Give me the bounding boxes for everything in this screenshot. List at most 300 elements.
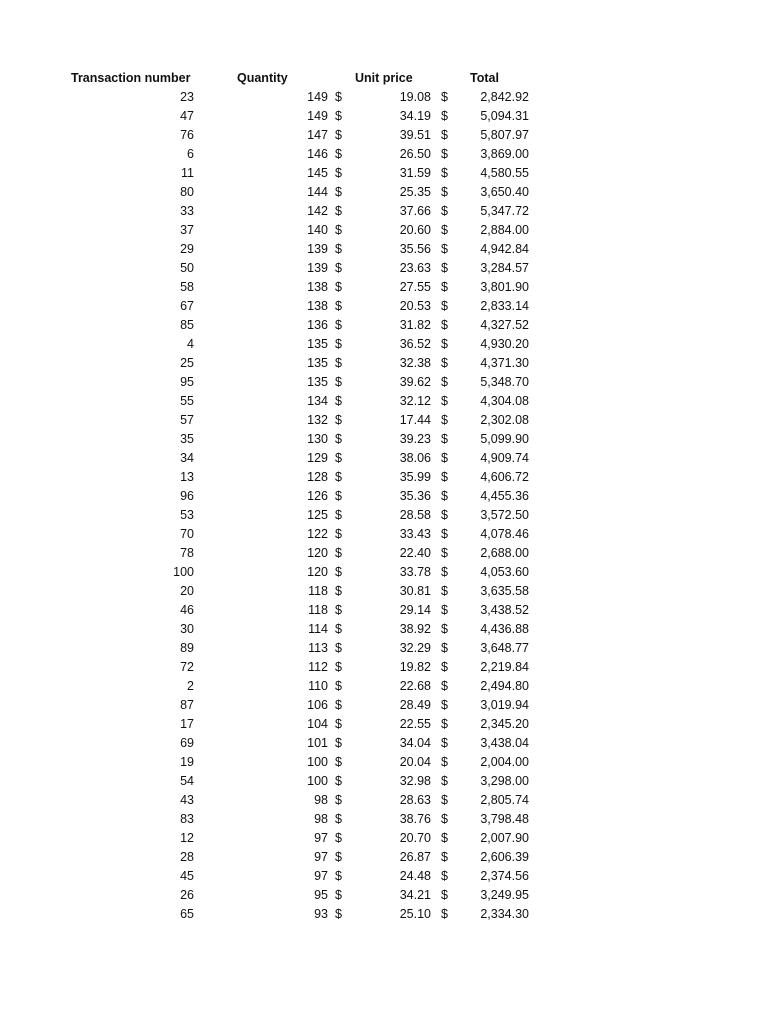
transaction-number-cell: 2 [187, 679, 194, 693]
unit-price-cell: 24.48 [399, 869, 431, 883]
quantity-cell: 146 [307, 147, 328, 161]
currency-symbol: $ [335, 242, 342, 256]
transaction-number-cell: 55 [180, 394, 194, 408]
quantity-cell: 95 [314, 888, 328, 902]
unit-price-cell: 26.87 [399, 850, 431, 864]
transaction-number-cell: 53 [180, 508, 194, 522]
transaction-number-cell: 30 [180, 622, 194, 636]
table-row [0, 107, 768, 126]
unit-price-cell: 26.50 [399, 147, 431, 161]
total-cell: 4,455.36 [480, 489, 529, 503]
unit-price-cell: 30.81 [399, 584, 431, 598]
transaction-number-cell: 78 [180, 546, 194, 560]
currency-symbol: $ [335, 698, 342, 712]
quantity-cell: 113 [308, 641, 328, 655]
currency-symbol: $ [441, 907, 448, 921]
total-cell: 5,347.72 [480, 204, 529, 218]
total-cell: 3,438.04 [480, 736, 529, 750]
transaction-number-cell: 20 [180, 584, 194, 598]
transaction-number-cell: 87 [180, 698, 194, 712]
transaction-number-cell: 70 [180, 527, 194, 541]
table-row [0, 563, 768, 582]
table-row [0, 449, 768, 468]
unit-price-cell: 19.08 [399, 90, 431, 104]
table-row [0, 411, 768, 430]
unit-price-cell: 31.59 [399, 166, 431, 180]
unit-price-cell: 27.55 [399, 280, 431, 294]
total-cell: 5,348.70 [480, 375, 529, 389]
transaction-number-cell: 43 [180, 793, 194, 807]
total-cell: 4,580.55 [480, 166, 529, 180]
header-total: Total [470, 71, 499, 85]
total-cell: 3,572.50 [480, 508, 529, 522]
currency-symbol: $ [441, 774, 448, 788]
table-row [0, 867, 768, 886]
table-row [0, 183, 768, 202]
quantity-cell: 138 [307, 299, 328, 313]
quantity-cell: 118 [308, 584, 328, 598]
quantity-cell: 147 [307, 128, 328, 142]
currency-symbol: $ [335, 755, 342, 769]
unit-price-cell: 35.36 [399, 489, 431, 503]
table-row [0, 677, 768, 696]
transaction-number-cell: 6 [187, 147, 194, 161]
table-row [0, 791, 768, 810]
currency-symbol: $ [335, 318, 342, 332]
quantity-cell: 97 [314, 831, 328, 845]
unit-price-cell: 19.82 [399, 660, 431, 674]
total-cell: 3,635.58 [480, 584, 529, 598]
table-row [0, 506, 768, 525]
unit-price-cell: 36.52 [399, 337, 431, 351]
quantity-cell: 120 [307, 565, 328, 579]
currency-symbol: $ [441, 888, 448, 902]
currency-symbol: $ [335, 261, 342, 275]
currency-symbol: $ [335, 584, 342, 598]
currency-symbol: $ [335, 280, 342, 294]
transaction-number-cell: 54 [180, 774, 194, 788]
transaction-number-cell: 45 [180, 869, 194, 883]
quantity-cell: 97 [314, 869, 328, 883]
currency-symbol: $ [335, 375, 342, 389]
total-cell: 3,650.40 [480, 185, 529, 199]
currency-symbol: $ [441, 508, 448, 522]
table-row [0, 601, 768, 620]
table-row [0, 259, 768, 278]
currency-symbol: $ [335, 451, 342, 465]
quantity-cell: 98 [314, 793, 328, 807]
unit-price-cell: 32.38 [399, 356, 431, 370]
total-cell: 5,807.97 [480, 128, 529, 142]
currency-symbol: $ [335, 166, 342, 180]
transaction-number-cell: 57 [180, 413, 194, 427]
quantity-cell: 93 [314, 907, 328, 921]
currency-symbol: $ [441, 318, 448, 332]
currency-symbol: $ [335, 603, 342, 617]
total-cell: 4,606.72 [480, 470, 529, 484]
table-row [0, 126, 768, 145]
total-cell: 2,884.00 [480, 223, 529, 237]
transaction-number-cell: 46 [180, 603, 194, 617]
currency-symbol: $ [441, 223, 448, 237]
currency-symbol: $ [335, 90, 342, 104]
currency-symbol: $ [335, 128, 342, 142]
header-unit-price: Unit price [355, 71, 413, 85]
currency-symbol: $ [441, 375, 448, 389]
currency-symbol: $ [335, 527, 342, 541]
unit-price-cell: 32.98 [399, 774, 431, 788]
quantity-cell: 128 [307, 470, 328, 484]
total-cell: 4,371.30 [480, 356, 529, 370]
unit-price-cell: 22.40 [399, 546, 431, 560]
currency-symbol: $ [335, 888, 342, 902]
currency-symbol: $ [335, 717, 342, 731]
table-row [0, 639, 768, 658]
transaction-number-cell: 29 [180, 242, 194, 256]
table-row [0, 88, 768, 107]
transaction-number-cell: 13 [180, 470, 194, 484]
currency-symbol: $ [335, 413, 342, 427]
quantity-cell: 104 [307, 717, 328, 731]
total-cell: 4,942.84 [480, 242, 529, 256]
total-cell: 4,436.88 [480, 622, 529, 636]
quantity-cell: 138 [307, 280, 328, 294]
currency-symbol: $ [441, 489, 448, 503]
currency-symbol: $ [441, 660, 448, 674]
currency-symbol: $ [441, 736, 448, 750]
total-cell: 2,833.14 [480, 299, 529, 313]
total-cell: 3,801.90 [480, 280, 529, 294]
transaction-number-cell: 17 [180, 717, 194, 731]
total-cell: 3,798.48 [480, 812, 529, 826]
unit-price-cell: 38.06 [399, 451, 431, 465]
unit-price-cell: 20.53 [399, 299, 431, 313]
quantity-cell: 139 [307, 242, 328, 256]
quantity-cell: 132 [307, 413, 328, 427]
currency-symbol: $ [335, 831, 342, 845]
currency-symbol: $ [335, 508, 342, 522]
quantity-cell: 122 [307, 527, 328, 541]
transaction-number-cell: 23 [180, 90, 194, 104]
total-cell: 2,007.90 [480, 831, 529, 845]
total-cell: 4,304.08 [480, 394, 529, 408]
transaction-number-cell: 95 [180, 375, 194, 389]
quantity-cell: 139 [307, 261, 328, 275]
currency-symbol: $ [441, 204, 448, 218]
table-row [0, 487, 768, 506]
unit-price-cell: 39.23 [399, 432, 431, 446]
table-row [0, 715, 768, 734]
total-cell: 4,078.46 [480, 527, 529, 541]
currency-symbol: $ [335, 641, 342, 655]
currency-symbol: $ [441, 280, 448, 294]
unit-price-cell: 38.76 [399, 812, 431, 826]
quantity-cell: 144 [307, 185, 328, 199]
transaction-number-cell: 12 [180, 831, 194, 845]
quantity-cell: 135 [307, 375, 328, 389]
currency-symbol: $ [441, 793, 448, 807]
unit-price-cell: 37.66 [399, 204, 431, 218]
currency-symbol: $ [335, 679, 342, 693]
transaction-number-cell: 35 [180, 432, 194, 446]
currency-symbol: $ [441, 622, 448, 636]
currency-symbol: $ [441, 242, 448, 256]
total-cell: 2,004.00 [480, 755, 529, 769]
currency-symbol: $ [441, 356, 448, 370]
currency-symbol: $ [441, 679, 448, 693]
unit-price-cell: 39.62 [399, 375, 431, 389]
currency-symbol: $ [335, 185, 342, 199]
quantity-cell: 112 [308, 660, 328, 674]
unit-price-cell: 35.56 [399, 242, 431, 256]
total-cell: 2,374.56 [480, 869, 529, 883]
currency-symbol: $ [335, 907, 342, 921]
quantity-cell: 134 [307, 394, 328, 408]
unit-price-cell: 31.82 [399, 318, 431, 332]
total-cell: 2,688.00 [480, 546, 529, 560]
quantity-cell: 97 [314, 850, 328, 864]
total-cell: 3,438.52 [480, 603, 529, 617]
transaction-number-cell: 83 [180, 812, 194, 826]
currency-symbol: $ [441, 527, 448, 541]
unit-price-cell: 34.19 [399, 109, 431, 123]
table-row [0, 753, 768, 772]
currency-symbol: $ [335, 565, 342, 579]
table-row [0, 297, 768, 316]
quantity-cell: 145 [307, 166, 328, 180]
transaction-number-cell: 96 [180, 489, 194, 503]
currency-symbol: $ [441, 717, 448, 731]
table-row [0, 848, 768, 867]
table-row [0, 620, 768, 639]
unit-price-cell: 39.51 [399, 128, 431, 142]
table-row [0, 316, 768, 335]
unit-price-cell: 23.63 [399, 261, 431, 275]
currency-symbol: $ [335, 299, 342, 313]
quantity-cell: 114 [308, 622, 328, 636]
currency-symbol: $ [335, 223, 342, 237]
table-row [0, 829, 768, 848]
table-row [0, 164, 768, 183]
total-cell: 4,930.20 [480, 337, 529, 351]
quantity-cell: 129 [307, 451, 328, 465]
unit-price-cell: 20.70 [399, 831, 431, 845]
currency-symbol: $ [335, 204, 342, 218]
transaction-number-cell: 69 [180, 736, 194, 750]
table-row [0, 430, 768, 449]
table-row [0, 734, 768, 753]
currency-symbol: $ [335, 356, 342, 370]
transaction-number-cell: 19 [180, 755, 194, 769]
unit-price-cell: 28.63 [399, 793, 431, 807]
quantity-cell: 100 [307, 774, 328, 788]
unit-price-cell: 25.10 [399, 907, 431, 921]
table-row [0, 202, 768, 221]
table-row [0, 392, 768, 411]
quantity-cell: 140 [307, 223, 328, 237]
quantity-cell: 100 [307, 755, 328, 769]
table-row [0, 335, 768, 354]
quantity-cell: 130 [307, 432, 328, 446]
quantity-cell: 149 [307, 109, 328, 123]
quantity-cell: 135 [307, 337, 328, 351]
total-cell: 2,842.92 [480, 90, 529, 104]
total-cell: 2,219.84 [480, 660, 529, 674]
transaction-number-cell: 89 [180, 641, 194, 655]
currency-symbol: $ [441, 565, 448, 579]
quantity-cell: 135 [307, 356, 328, 370]
currency-symbol: $ [441, 584, 448, 598]
table-row [0, 582, 768, 601]
table-row [0, 525, 768, 544]
table-row [0, 544, 768, 563]
quantity-cell: 120 [307, 546, 328, 560]
currency-symbol: $ [441, 166, 448, 180]
currency-symbol: $ [441, 470, 448, 484]
currency-symbol: $ [441, 641, 448, 655]
currency-symbol: $ [441, 755, 448, 769]
total-cell: 2,805.74 [480, 793, 529, 807]
total-cell: 3,284.57 [480, 261, 529, 275]
currency-symbol: $ [441, 109, 448, 123]
currency-symbol: $ [335, 147, 342, 161]
unit-price-cell: 28.49 [399, 698, 431, 712]
unit-price-cell: 33.78 [399, 565, 431, 579]
transaction-number-cell: 37 [180, 223, 194, 237]
transaction-number-cell: 67 [180, 299, 194, 313]
currency-symbol: $ [441, 128, 448, 142]
currency-symbol: $ [335, 736, 342, 750]
currency-symbol: $ [441, 147, 448, 161]
unit-price-cell: 32.29 [399, 641, 431, 655]
currency-symbol: $ [441, 831, 448, 845]
unit-price-cell: 20.04 [399, 755, 431, 769]
total-cell: 3,249.95 [480, 888, 529, 902]
currency-symbol: $ [335, 432, 342, 446]
table-row [0, 373, 768, 392]
table-row [0, 886, 768, 905]
total-cell: 4,909.74 [480, 451, 529, 465]
total-cell: 2,494.80 [480, 679, 529, 693]
currency-symbol: $ [441, 299, 448, 313]
transaction-number-cell: 65 [180, 907, 194, 921]
quantity-cell: 125 [307, 508, 328, 522]
unit-price-cell: 34.04 [399, 736, 431, 750]
total-cell: 2,606.39 [480, 850, 529, 864]
total-cell: 5,099.90 [480, 432, 529, 446]
unit-price-cell: 22.68 [399, 679, 431, 693]
table-row [0, 696, 768, 715]
quantity-cell: 142 [307, 204, 328, 218]
transaction-number-cell: 26 [180, 888, 194, 902]
currency-symbol: $ [335, 660, 342, 674]
currency-symbol: $ [441, 185, 448, 199]
transaction-number-cell: 47 [180, 109, 194, 123]
currency-symbol: $ [335, 869, 342, 883]
currency-symbol: $ [335, 470, 342, 484]
table-row [0, 354, 768, 373]
header-quantity: Quantity [237, 71, 288, 85]
transaction-number-cell: 85 [180, 318, 194, 332]
quantity-cell: 101 [307, 736, 328, 750]
total-cell: 5,094.31 [480, 109, 529, 123]
currency-symbol: $ [441, 869, 448, 883]
currency-symbol: $ [335, 489, 342, 503]
currency-symbol: $ [335, 546, 342, 560]
transaction-number-cell: 4 [187, 337, 194, 351]
header-transaction-number: Transaction number [71, 71, 191, 85]
table-row [0, 658, 768, 677]
quantity-cell: 118 [308, 603, 328, 617]
quantity-cell: 149 [307, 90, 328, 104]
currency-symbol: $ [441, 337, 448, 351]
unit-price-cell: 38.92 [399, 622, 431, 636]
unit-price-cell: 33.43 [399, 527, 431, 541]
currency-symbol: $ [335, 812, 342, 826]
total-cell: 3,019.94 [480, 698, 529, 712]
currency-symbol: $ [335, 394, 342, 408]
unit-price-cell: 17.44 [399, 413, 431, 427]
quantity-cell: 110 [308, 679, 328, 693]
transaction-number-cell: 50 [180, 261, 194, 275]
unit-price-cell: 22.55 [399, 717, 431, 731]
total-cell: 3,869.00 [480, 147, 529, 161]
total-cell: 2,334.30 [480, 907, 529, 921]
transaction-number-cell: 76 [180, 128, 194, 142]
table-row [0, 905, 768, 924]
unit-price-cell: 20.60 [399, 223, 431, 237]
transaction-number-cell: 11 [181, 166, 194, 180]
currency-symbol: $ [335, 622, 342, 636]
unit-price-cell: 35.99 [399, 470, 431, 484]
currency-symbol: $ [335, 793, 342, 807]
total-cell: 4,327.52 [480, 318, 529, 332]
table-row [0, 145, 768, 164]
transaction-number-cell: 80 [180, 185, 194, 199]
currency-symbol: $ [441, 698, 448, 712]
transaction-number-cell: 58 [180, 280, 194, 294]
table-row [0, 468, 768, 487]
transaction-number-cell: 72 [180, 660, 194, 674]
currency-symbol: $ [441, 546, 448, 560]
total-cell: 2,345.20 [480, 717, 529, 731]
unit-price-cell: 29.14 [399, 603, 431, 617]
total-cell: 3,298.00 [480, 774, 529, 788]
currency-symbol: $ [441, 850, 448, 864]
currency-symbol: $ [335, 337, 342, 351]
currency-symbol: $ [441, 90, 448, 104]
unit-price-cell: 34.21 [399, 888, 431, 902]
currency-symbol: $ [441, 394, 448, 408]
total-cell: 4,053.60 [480, 565, 529, 579]
currency-symbol: $ [441, 261, 448, 275]
quantity-cell: 106 [307, 698, 328, 712]
currency-symbol: $ [335, 850, 342, 864]
transaction-number-cell: 28 [180, 850, 194, 864]
transaction-number-cell: 33 [180, 204, 194, 218]
table-row [0, 278, 768, 297]
currency-symbol: $ [335, 109, 342, 123]
total-cell: 3,648.77 [480, 641, 529, 655]
currency-symbol: $ [335, 774, 342, 788]
currency-symbol: $ [441, 413, 448, 427]
quantity-cell: 136 [307, 318, 328, 332]
table-row [0, 240, 768, 259]
table-row [0, 772, 768, 791]
quantity-cell: 98 [314, 812, 328, 826]
currency-symbol: $ [441, 603, 448, 617]
unit-price-cell: 28.58 [399, 508, 431, 522]
